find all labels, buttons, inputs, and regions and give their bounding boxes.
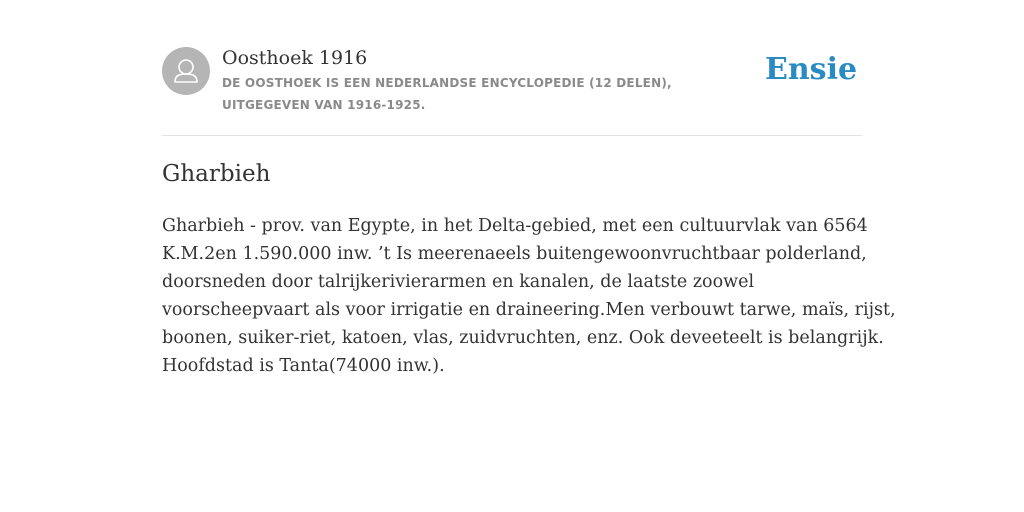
article-body — [162, 212, 896, 380]
avatar — [162, 47, 210, 95]
source-description: DE OOSTHOEK IS EEN NEDERLANDSE ENCYCLOPEDIE (12 DELEN), UITGEGEVEN VAN 1916-1925. — [222, 76, 672, 112]
ensie-logo[interactable]: Ensie — [765, 52, 858, 87]
page-title: Gharbieh — [162, 161, 271, 187]
article-body-line: boonen, suiker-riet, katoen, vlas, zuidvruchten, enz. Ook deveeteelt is belangrijk. — [162, 328, 884, 348]
article-body-line: Gharbieh - prov. van Egypte, in het Delta-gebied, met een cultuurvlak van 6564 — [162, 216, 868, 236]
article-body-line: doorsneden door talrijkerivierarmen en kanalen, de laatste zoowel — [162, 272, 755, 292]
article-body-line: voorscheepvaart als voor irrigatie en draineering.Men verbouwt tarwe, maïs, rijst, — [162, 300, 896, 320]
source-name[interactable]: Oosthoek 1916 — [222, 47, 368, 69]
article-body-line: K.M.2en 1.590.000 inw. ’t Is meerenaeels buitengewoonvruchtbaar polderland, — [162, 244, 867, 264]
article-body-line: Hoofdstad is Tanta(74000 inw.). — [162, 356, 445, 376]
divider — [162, 135, 862, 136]
source-header — [162, 46, 862, 116]
